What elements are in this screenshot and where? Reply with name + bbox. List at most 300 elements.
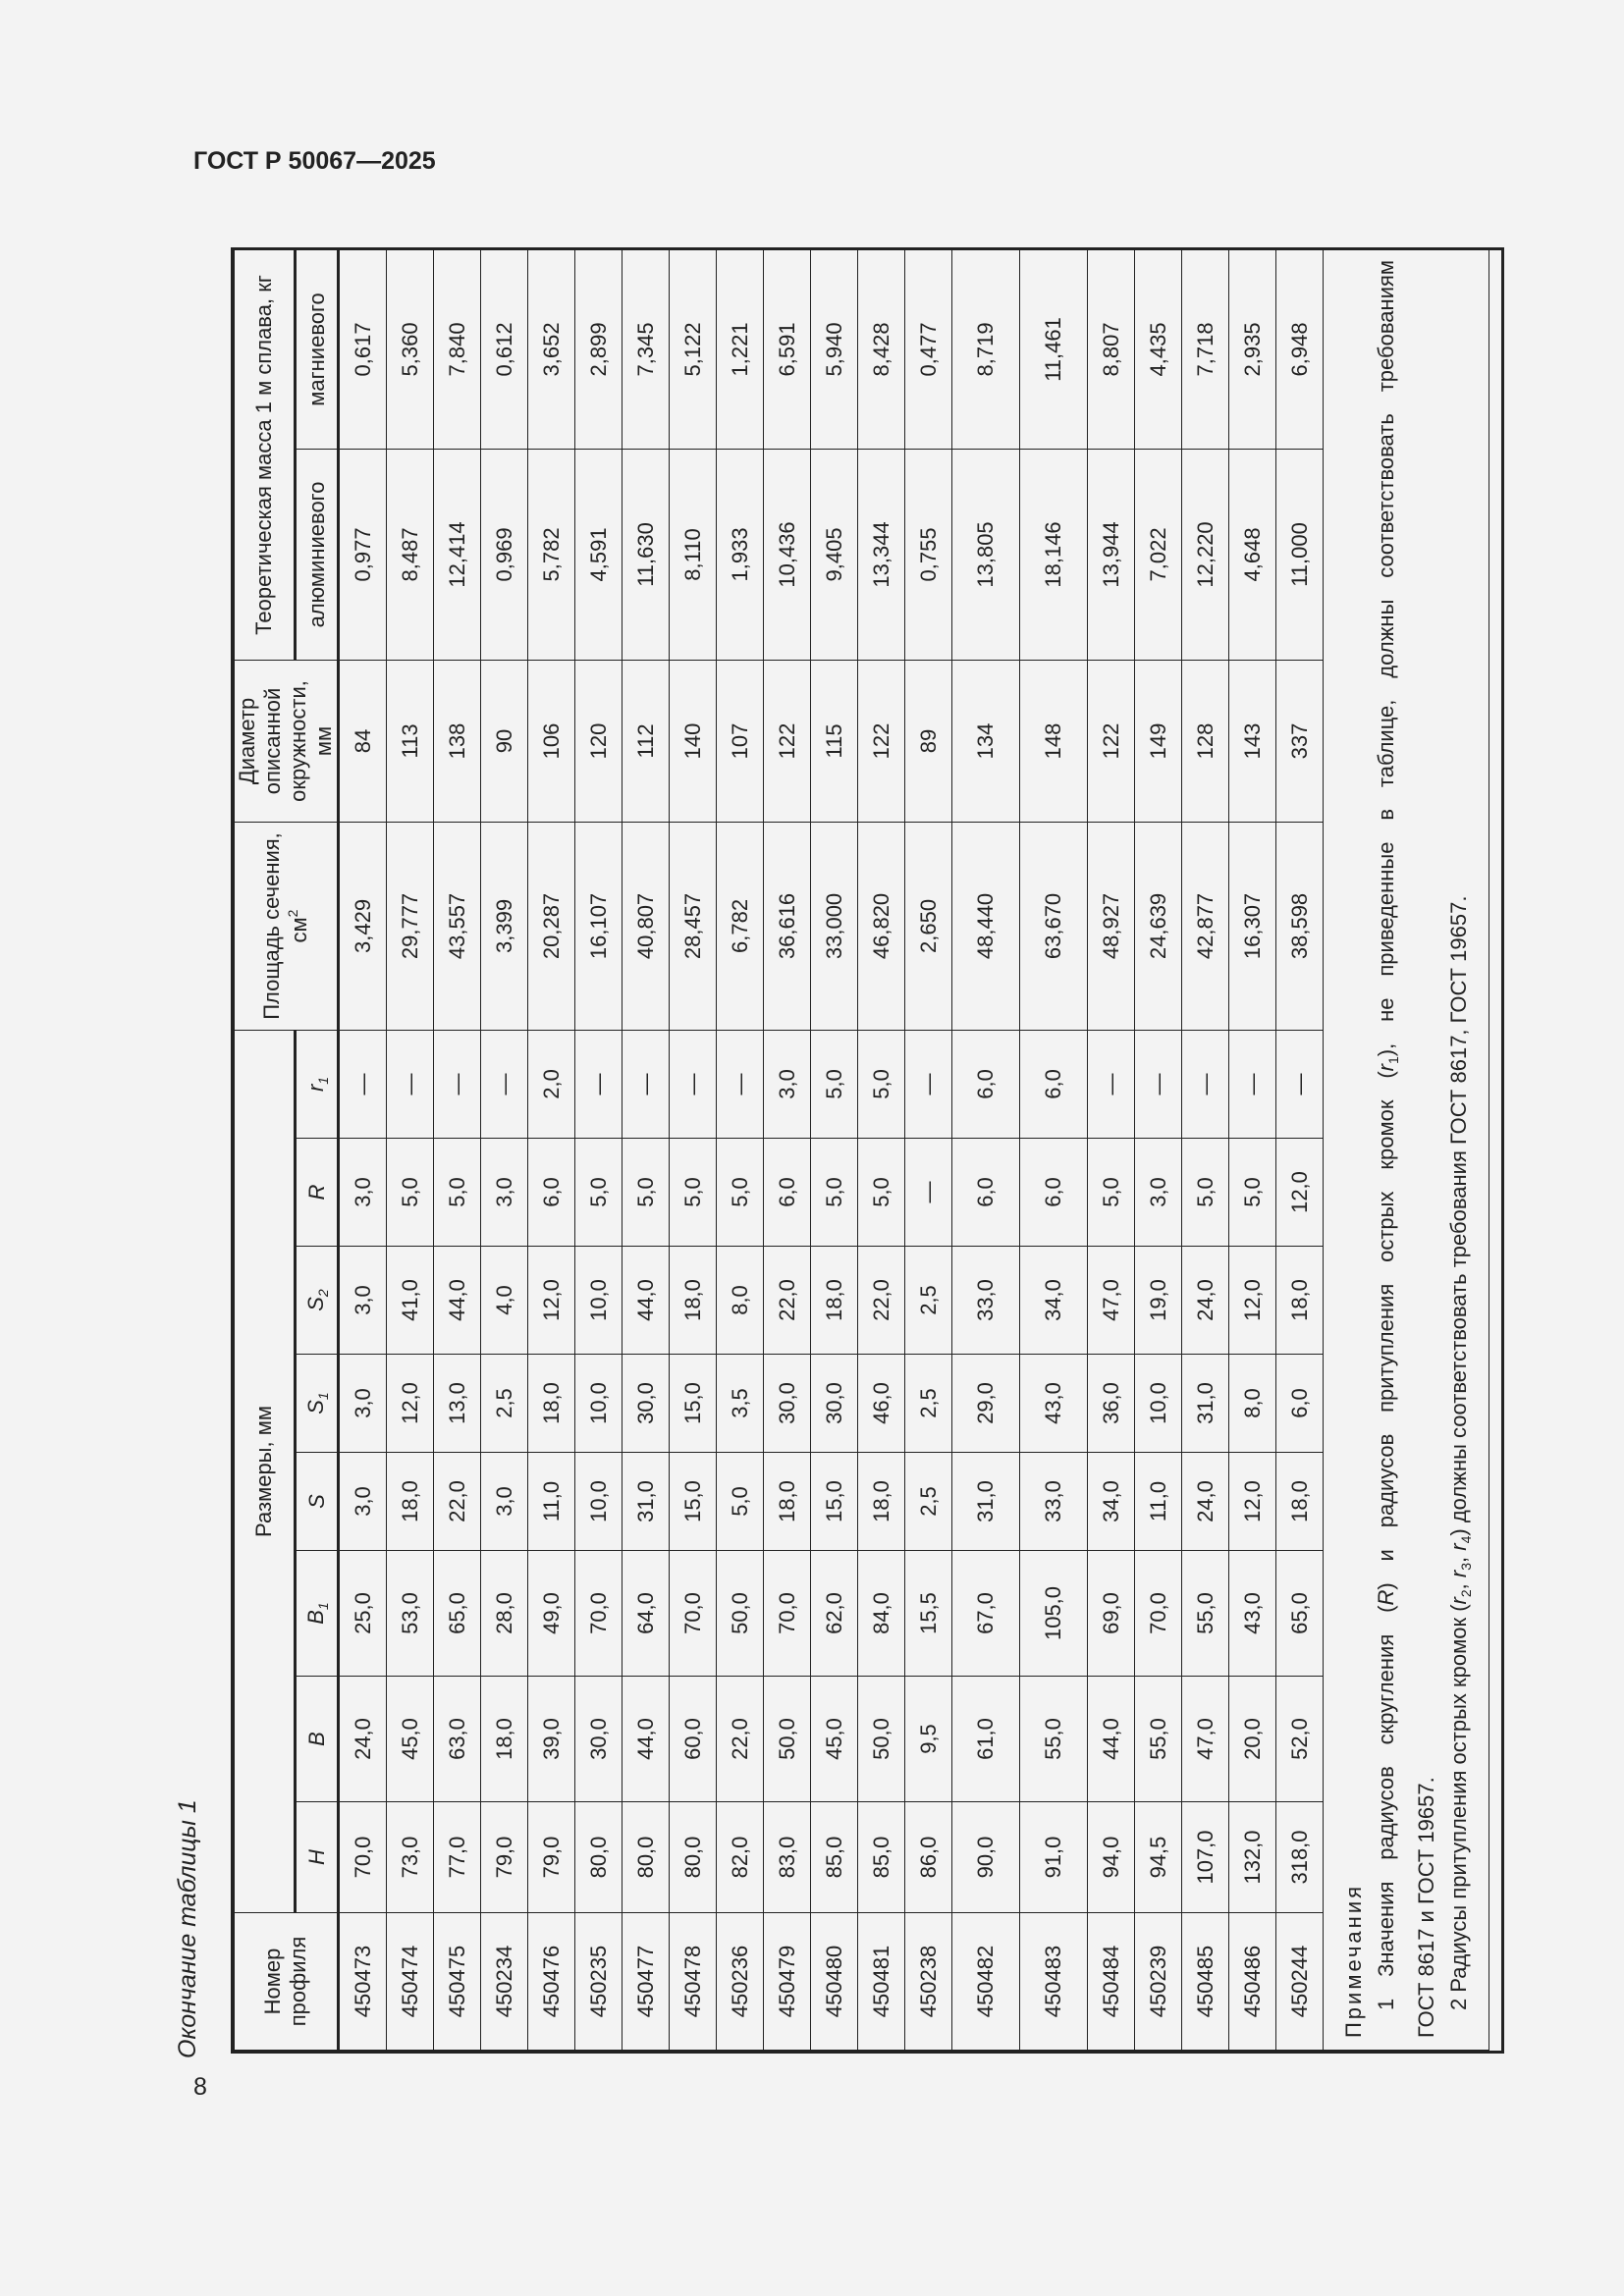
table-cell: 63,0 [434, 1677, 481, 1802]
table-cell: 50,0 [717, 1551, 764, 1677]
table-cell: — [717, 1030, 764, 1138]
table-cell: 105,0 [1020, 1551, 1088, 1677]
header-mass: Теоретическая масса 1 м сплава, кг [235, 249, 296, 660]
table-row [1276, 249, 1324, 2050]
table-row [1135, 249, 1182, 2050]
table-cell: 16,307 [1229, 822, 1276, 1030]
page-number: 8 [193, 2073, 207, 2101]
table-cell: 12,0 [1229, 1247, 1276, 1355]
table-cell: 10,0 [1135, 1355, 1182, 1453]
table-cell: — [339, 1030, 387, 1138]
table-cell: 10,0 [575, 1355, 623, 1453]
table-cell: 3,652 [528, 249, 575, 449]
table-cell: 22,0 [764, 1247, 811, 1355]
table-cell: 450485 [1182, 1913, 1229, 2051]
table-cell: 7,718 [1182, 249, 1229, 449]
table-cell: 10,0 [575, 1247, 623, 1355]
table-cell: 5,0 [670, 1139, 717, 1247]
table-cell: 85,0 [811, 1802, 858, 1913]
table-cell: 107 [717, 660, 764, 822]
table-cell: 3,429 [339, 822, 387, 1030]
table-cell: 12,0 [528, 1247, 575, 1355]
table-cell: 31,0 [1182, 1355, 1229, 1453]
table-cell: 80,0 [575, 1802, 623, 1913]
table-cell: 55,0 [1135, 1677, 1182, 1802]
notes-heading: Примечания [1341, 1883, 1366, 2038]
table-cell: 50,0 [858, 1677, 905, 1802]
table-cell: 450482 [952, 1913, 1020, 2051]
table-body [339, 249, 1324, 2050]
table-cell: 22,0 [717, 1677, 764, 1802]
table-cell: 107,0 [1182, 1802, 1229, 1913]
table-cell: 0,477 [905, 249, 952, 449]
table-cell: 4,435 [1135, 249, 1182, 449]
table-cell: 10,0 [575, 1453, 623, 1551]
table-cell: 3,0 [339, 1355, 387, 1453]
table-row [764, 249, 811, 2050]
table-cell: 8,807 [1088, 249, 1135, 449]
table-cell: 48,440 [952, 822, 1020, 1030]
table-notes [1324, 249, 1489, 2050]
table-cell: 11,461 [1020, 249, 1088, 449]
header-H: H [296, 1802, 339, 1913]
table-cell: 50,0 [764, 1677, 811, 1802]
header-B1: $B_1$ [296, 1551, 339, 1677]
table-cell: — [1088, 1030, 1135, 1138]
header-diameter: Диаметр описанной окружности, мм [235, 660, 339, 822]
table-cell: 6,782 [717, 822, 764, 1030]
table-cell: 64,0 [623, 1551, 670, 1677]
table-cell: 450473 [339, 1913, 387, 2051]
table-cell: 115 [811, 660, 858, 822]
table-row [858, 249, 905, 2050]
table-cell: 91,0 [1020, 1802, 1088, 1913]
table-cell: 40,807 [623, 822, 670, 1030]
table-cell: 30,0 [811, 1355, 858, 1453]
table-cell: 7,840 [434, 249, 481, 449]
table-cell: 18,0 [387, 1453, 434, 1551]
table-cell: 18,0 [811, 1247, 858, 1355]
table-row [1229, 249, 1276, 2050]
table-cell: 34,0 [1088, 1453, 1135, 1551]
table-cell: 450486 [1229, 1913, 1276, 2051]
table-cell: 80,0 [670, 1802, 717, 1913]
table-cell: 15,5 [905, 1551, 952, 1677]
table-cell: 5,0 [717, 1453, 764, 1551]
table-cell: 15,0 [670, 1355, 717, 1453]
table-cell: 12,220 [1182, 449, 1229, 660]
table-cell: 18,0 [764, 1453, 811, 1551]
table-cell: 6,0 [764, 1139, 811, 1247]
note-2: 2 Радиусы притупления острых кромок ($r_2$, $r_3$, $r_4$) должны соответствовать требования ГОСТ 8617, ГОСТ 19657. [1446, 895, 1474, 2010]
table-cell: 450477 [623, 1913, 670, 2051]
table-cell: 3,0 [481, 1453, 528, 1551]
table-cell: 450238 [905, 1913, 952, 2051]
table-cell: 18,0 [858, 1453, 905, 1551]
table-cell: 80,0 [623, 1802, 670, 1913]
table-cell: 5,0 [717, 1139, 764, 1247]
table-cell: 18,146 [1020, 449, 1088, 660]
table-cell: 55,0 [1182, 1551, 1229, 1677]
header-aluminum: алюминиевого [296, 449, 339, 660]
document-header: ГОСТ Р 50067—2025 [193, 147, 436, 175]
table-cell: 4,648 [1229, 449, 1276, 660]
table-cell: 36,616 [764, 822, 811, 1030]
table-cell: 18,0 [1276, 1247, 1324, 1355]
table-cell: 85,0 [858, 1802, 905, 1913]
table-row [670, 249, 717, 2050]
table-row [481, 249, 528, 2050]
table-row [1020, 249, 1088, 2050]
table-cell: 6,591 [764, 249, 811, 449]
table-cell: 67,0 [952, 1551, 1020, 1677]
table-cell: 31,0 [952, 1453, 1020, 1551]
table-cell: 2,5 [905, 1453, 952, 1551]
table-cell: — [905, 1139, 952, 1247]
table-cell: 70,0 [764, 1551, 811, 1677]
table-cell: 132,0 [1229, 1802, 1276, 1913]
table-cell: 18,0 [1276, 1453, 1324, 1551]
table-cell: 70,0 [1135, 1551, 1182, 1677]
table-cell: 13,344 [858, 449, 905, 660]
table-cell: 5,360 [387, 249, 434, 449]
table-cell: 450480 [811, 1913, 858, 2051]
table-cell: — [905, 1030, 952, 1138]
table-cell: 6,0 [1020, 1139, 1088, 1247]
table-cell: 3,0 [339, 1453, 387, 1551]
table-cell: 49,0 [528, 1551, 575, 1677]
header-dimensions: Размеры, мм [235, 1030, 296, 1912]
table-cell: 28,457 [670, 822, 717, 1030]
table-cell: 55,0 [1020, 1677, 1088, 1802]
profiles-table [234, 249, 1489, 2051]
table-cell: 1,933 [717, 449, 764, 660]
table-cell: 450475 [434, 1913, 481, 2051]
table-cell: 44,0 [623, 1677, 670, 1802]
table-cell: 149 [1135, 660, 1182, 822]
table-cell: 140 [670, 660, 717, 822]
table-cell: 122 [764, 660, 811, 822]
table-cell: 5,122 [670, 249, 717, 449]
table-cell: 86,0 [905, 1802, 952, 1913]
table-cell: 63,670 [1020, 822, 1088, 1030]
table-cell: 24,0 [339, 1677, 387, 1802]
table-cell: 29,0 [952, 1355, 1020, 1453]
table-cell: 2,5 [481, 1355, 528, 1453]
table-cell: 11,630 [623, 449, 670, 660]
table-cell: 6,0 [952, 1139, 1020, 1247]
table-cell: 65,0 [1276, 1551, 1324, 1677]
table-cell: 128 [1182, 660, 1229, 822]
header-magnesium: магниевого [296, 249, 339, 449]
table-cell: 47,0 [1182, 1677, 1229, 1802]
table-cell: 20,0 [1229, 1677, 1276, 1802]
table-cell: 450481 [858, 1913, 905, 2051]
table-cell: 31,0 [623, 1453, 670, 1551]
table-cell: 18,0 [528, 1355, 575, 1453]
table-cell: 77,0 [434, 1802, 481, 1913]
table-cell: — [1182, 1030, 1229, 1138]
table-cell: 12,0 [1229, 1453, 1276, 1551]
table-cell: 4,591 [575, 449, 623, 660]
table-cell: 5,0 [434, 1139, 481, 1247]
table-cell: 62,0 [811, 1551, 858, 1677]
table-cell: 2,5 [905, 1247, 952, 1355]
table-cell: 7,345 [623, 249, 670, 449]
table-cell: 45,0 [811, 1677, 858, 1802]
table-cell: 6,0 [1020, 1030, 1088, 1138]
table-cell: 13,805 [952, 449, 1020, 660]
table-cell: 70,0 [670, 1551, 717, 1677]
table-row [387, 249, 434, 2050]
table-cell: 69,0 [1088, 1551, 1135, 1677]
table-cell: 143 [1229, 660, 1276, 822]
header-profile-number: Номер профиля [235, 1913, 339, 2051]
table-cell: 0,617 [339, 249, 387, 449]
table-cell: 450239 [1135, 1913, 1182, 2051]
table-cell: 8,0 [1229, 1355, 1276, 1453]
table-cell: 318,0 [1276, 1802, 1324, 1913]
table-cell: 52,0 [1276, 1677, 1324, 1802]
table-cell: 148 [1020, 660, 1088, 822]
table-cell: 134 [952, 660, 1020, 822]
table-cell: 5,0 [811, 1030, 858, 1138]
table-cell: 13,0 [434, 1355, 481, 1453]
table-cell: 45,0 [387, 1677, 434, 1802]
table-cell: 5,0 [858, 1139, 905, 1247]
table-cell: 4,0 [481, 1247, 528, 1355]
table-row [623, 249, 670, 2050]
table-cell: 450478 [670, 1913, 717, 2051]
table-cell: 33,0 [1020, 1453, 1088, 1551]
table-cell: 3,0 [339, 1247, 387, 1355]
header-S2: $S_2$ [296, 1247, 339, 1355]
table-row [1182, 249, 1229, 2050]
table-row [811, 249, 858, 2050]
table-cell: 30,0 [575, 1677, 623, 1802]
table-cell: 46,820 [858, 822, 905, 1030]
table-cell: 22,0 [858, 1247, 905, 1355]
table-cell: 2,0 [528, 1030, 575, 1138]
table-cell: 450244 [1276, 1913, 1324, 2051]
table-cell: 450234 [481, 1913, 528, 2051]
table-cell: 18,0 [481, 1677, 528, 1802]
header-r1: $r_1$ [296, 1030, 339, 1138]
table-cell: 0,612 [481, 249, 528, 449]
table-cell: 8,0 [717, 1247, 764, 1355]
note-1-line-2: ГОСТ 8617 и ГОСТ 19657. [1414, 1777, 1438, 2038]
table-cell: 3,0 [1135, 1139, 1182, 1247]
table-cell: 18,0 [670, 1247, 717, 1355]
table-row [575, 249, 623, 2050]
table-cell: — [623, 1030, 670, 1138]
table-cell: 112 [623, 660, 670, 822]
table-cell: 22,0 [434, 1453, 481, 1551]
table-cell: 41,0 [387, 1247, 434, 1355]
table-cell: 38,598 [1276, 822, 1324, 1030]
table-cell: 34,0 [1020, 1247, 1088, 1355]
table-cell: 8,110 [670, 449, 717, 660]
table-cell: 12,414 [434, 449, 481, 660]
table-cell: 122 [1088, 660, 1135, 822]
table-cell: 44,0 [434, 1247, 481, 1355]
table-cell: 12,0 [387, 1355, 434, 1453]
table-frame [231, 247, 1504, 2054]
table-cell: — [1135, 1030, 1182, 1138]
table-cell: 122 [858, 660, 905, 822]
table-cell: 106 [528, 660, 575, 822]
table-cell: 450483 [1020, 1913, 1088, 2051]
table-cell: 44,0 [623, 1247, 670, 1355]
table-cell: 24,639 [1135, 822, 1182, 1030]
table-cell: 113 [387, 660, 434, 822]
table-cell: 65,0 [434, 1551, 481, 1677]
table-cell: 8,719 [952, 249, 1020, 449]
table-cell: 12,0 [1276, 1139, 1324, 1247]
table-cell: 5,0 [575, 1139, 623, 1247]
table-cell: — [575, 1030, 623, 1138]
table-cell: 7,022 [1135, 449, 1182, 660]
table-cell: 5,0 [858, 1030, 905, 1138]
table-cell: 30,0 [623, 1355, 670, 1453]
table-cell: 11,000 [1276, 449, 1324, 660]
table-cell: 10,436 [764, 449, 811, 660]
table-row [339, 249, 387, 2050]
table-cell: 450479 [764, 1913, 811, 2051]
table-cell: 9,5 [905, 1677, 952, 1802]
table-row [905, 249, 952, 2050]
table-cell: 3,399 [481, 822, 528, 1030]
table-cell: 28,0 [481, 1551, 528, 1677]
table-cell: 70,0 [575, 1551, 623, 1677]
table-cell: 36,0 [1088, 1355, 1135, 1453]
table-cell: 60,0 [670, 1677, 717, 1802]
table-cell: 43,557 [434, 822, 481, 1030]
table-cell: 120 [575, 660, 623, 822]
table-cell: 8,487 [387, 449, 434, 660]
table-cell: 43,0 [1229, 1551, 1276, 1677]
table-cell: 5,940 [811, 249, 858, 449]
table-cell: 89 [905, 660, 952, 822]
table-cell: 79,0 [528, 1802, 575, 1913]
table-cell: 138 [434, 660, 481, 822]
table-cell: 25,0 [339, 1551, 387, 1677]
table-row [434, 249, 481, 2050]
table-cell: 73,0 [387, 1802, 434, 1913]
table-cell: 82,0 [717, 1802, 764, 1913]
table-cell: 48,927 [1088, 822, 1135, 1030]
table-cell: 13,944 [1088, 449, 1135, 660]
table-cell: 84,0 [858, 1551, 905, 1677]
table-cell: 16,107 [575, 822, 623, 1030]
table-cell: 44,0 [1088, 1677, 1135, 1802]
table-cell: 2,650 [905, 822, 952, 1030]
table-cell: 79,0 [481, 1802, 528, 1913]
table-cell: 24,0 [1182, 1247, 1229, 1355]
table-cell: 2,935 [1229, 249, 1276, 449]
table-cell: 94,5 [1135, 1802, 1182, 1913]
table-cell: 15,0 [670, 1453, 717, 1551]
table-cell: — [387, 1030, 434, 1138]
table-cell: 90,0 [952, 1802, 1020, 1913]
table-cell: 47,0 [1088, 1247, 1135, 1355]
table-cell: 6,0 [1276, 1355, 1324, 1453]
table-cell: 450235 [575, 1913, 623, 2051]
table-row [528, 249, 575, 2050]
table-cell: 2,899 [575, 249, 623, 449]
table-cell: 3,0 [339, 1139, 387, 1247]
table-cell: 5,0 [811, 1139, 858, 1247]
table-cell: 450474 [387, 1913, 434, 2051]
table-cell: 5,0 [1088, 1139, 1135, 1247]
table-cell: 5,0 [623, 1139, 670, 1247]
table-cell: 33,0 [952, 1247, 1020, 1355]
table-cell: 24,0 [1182, 1453, 1229, 1551]
table-cell: 6,0 [952, 1030, 1020, 1138]
table-cell: 5,0 [1182, 1139, 1229, 1247]
table-cell: 450236 [717, 1913, 764, 2051]
table-cell: 20,287 [528, 822, 575, 1030]
table-cell: 6,948 [1276, 249, 1324, 449]
table-cell: 33,000 [811, 822, 858, 1030]
table-cell: 42,877 [1182, 822, 1229, 1030]
table-cell: 0,969 [481, 449, 528, 660]
table-cell: 11,0 [528, 1453, 575, 1551]
table-cell: 9,405 [811, 449, 858, 660]
table-cell: 2,5 [905, 1355, 952, 1453]
table-cell: 3,5 [717, 1355, 764, 1453]
table-caption: Окончание таблицы 1 [174, 1799, 201, 2058]
table-row [717, 249, 764, 2050]
rotated-table-content [174, 193, 1509, 2058]
table-cell: 43,0 [1020, 1355, 1088, 1453]
table-cell: 5,782 [528, 449, 575, 660]
table-cell: 83,0 [764, 1802, 811, 1913]
table-row [952, 249, 1020, 2050]
table-cell: 94,0 [1088, 1802, 1135, 1913]
table-row [1088, 249, 1135, 2050]
header-area: Площадь сечения, $см^2$ [235, 822, 339, 1030]
table-cell: 5,0 [387, 1139, 434, 1247]
table-cell: 450484 [1088, 1913, 1135, 2051]
table-cell: 5,0 [1229, 1139, 1276, 1247]
table-cell: — [670, 1030, 717, 1138]
header-B: B [296, 1677, 339, 1802]
table-cell: 30,0 [764, 1355, 811, 1453]
table-cell: 61,0 [952, 1677, 1020, 1802]
table-cell: 15,0 [811, 1453, 858, 1551]
header-R: R [296, 1139, 339, 1247]
table-cell: — [1229, 1030, 1276, 1138]
table-cell: — [434, 1030, 481, 1138]
table-cell: — [481, 1030, 528, 1138]
header-S1: $S_1$ [296, 1355, 339, 1453]
table-cell: 53,0 [387, 1551, 434, 1677]
note-1-line-1: 1 Значения радиусов скругления (R) и радиусов притупления острых кромок $(r_1)$, не приведенные в таблице, должны соответствовать требованиям [1374, 259, 1401, 2010]
table-cell: 0,755 [905, 449, 952, 660]
table-cell: — [1276, 1030, 1324, 1138]
table-cell: 90 [481, 660, 528, 822]
table-cell: 70,0 [339, 1802, 387, 1913]
table-cell: 337 [1276, 660, 1324, 822]
table-cell: 39,0 [528, 1677, 575, 1802]
header-S: S [296, 1453, 339, 1551]
table-cell: 8,428 [858, 249, 905, 449]
table-cell: 3,0 [481, 1139, 528, 1247]
table-cell: 0,977 [339, 449, 387, 660]
table-cell: 1,221 [717, 249, 764, 449]
table-cell: 19,0 [1135, 1247, 1182, 1355]
